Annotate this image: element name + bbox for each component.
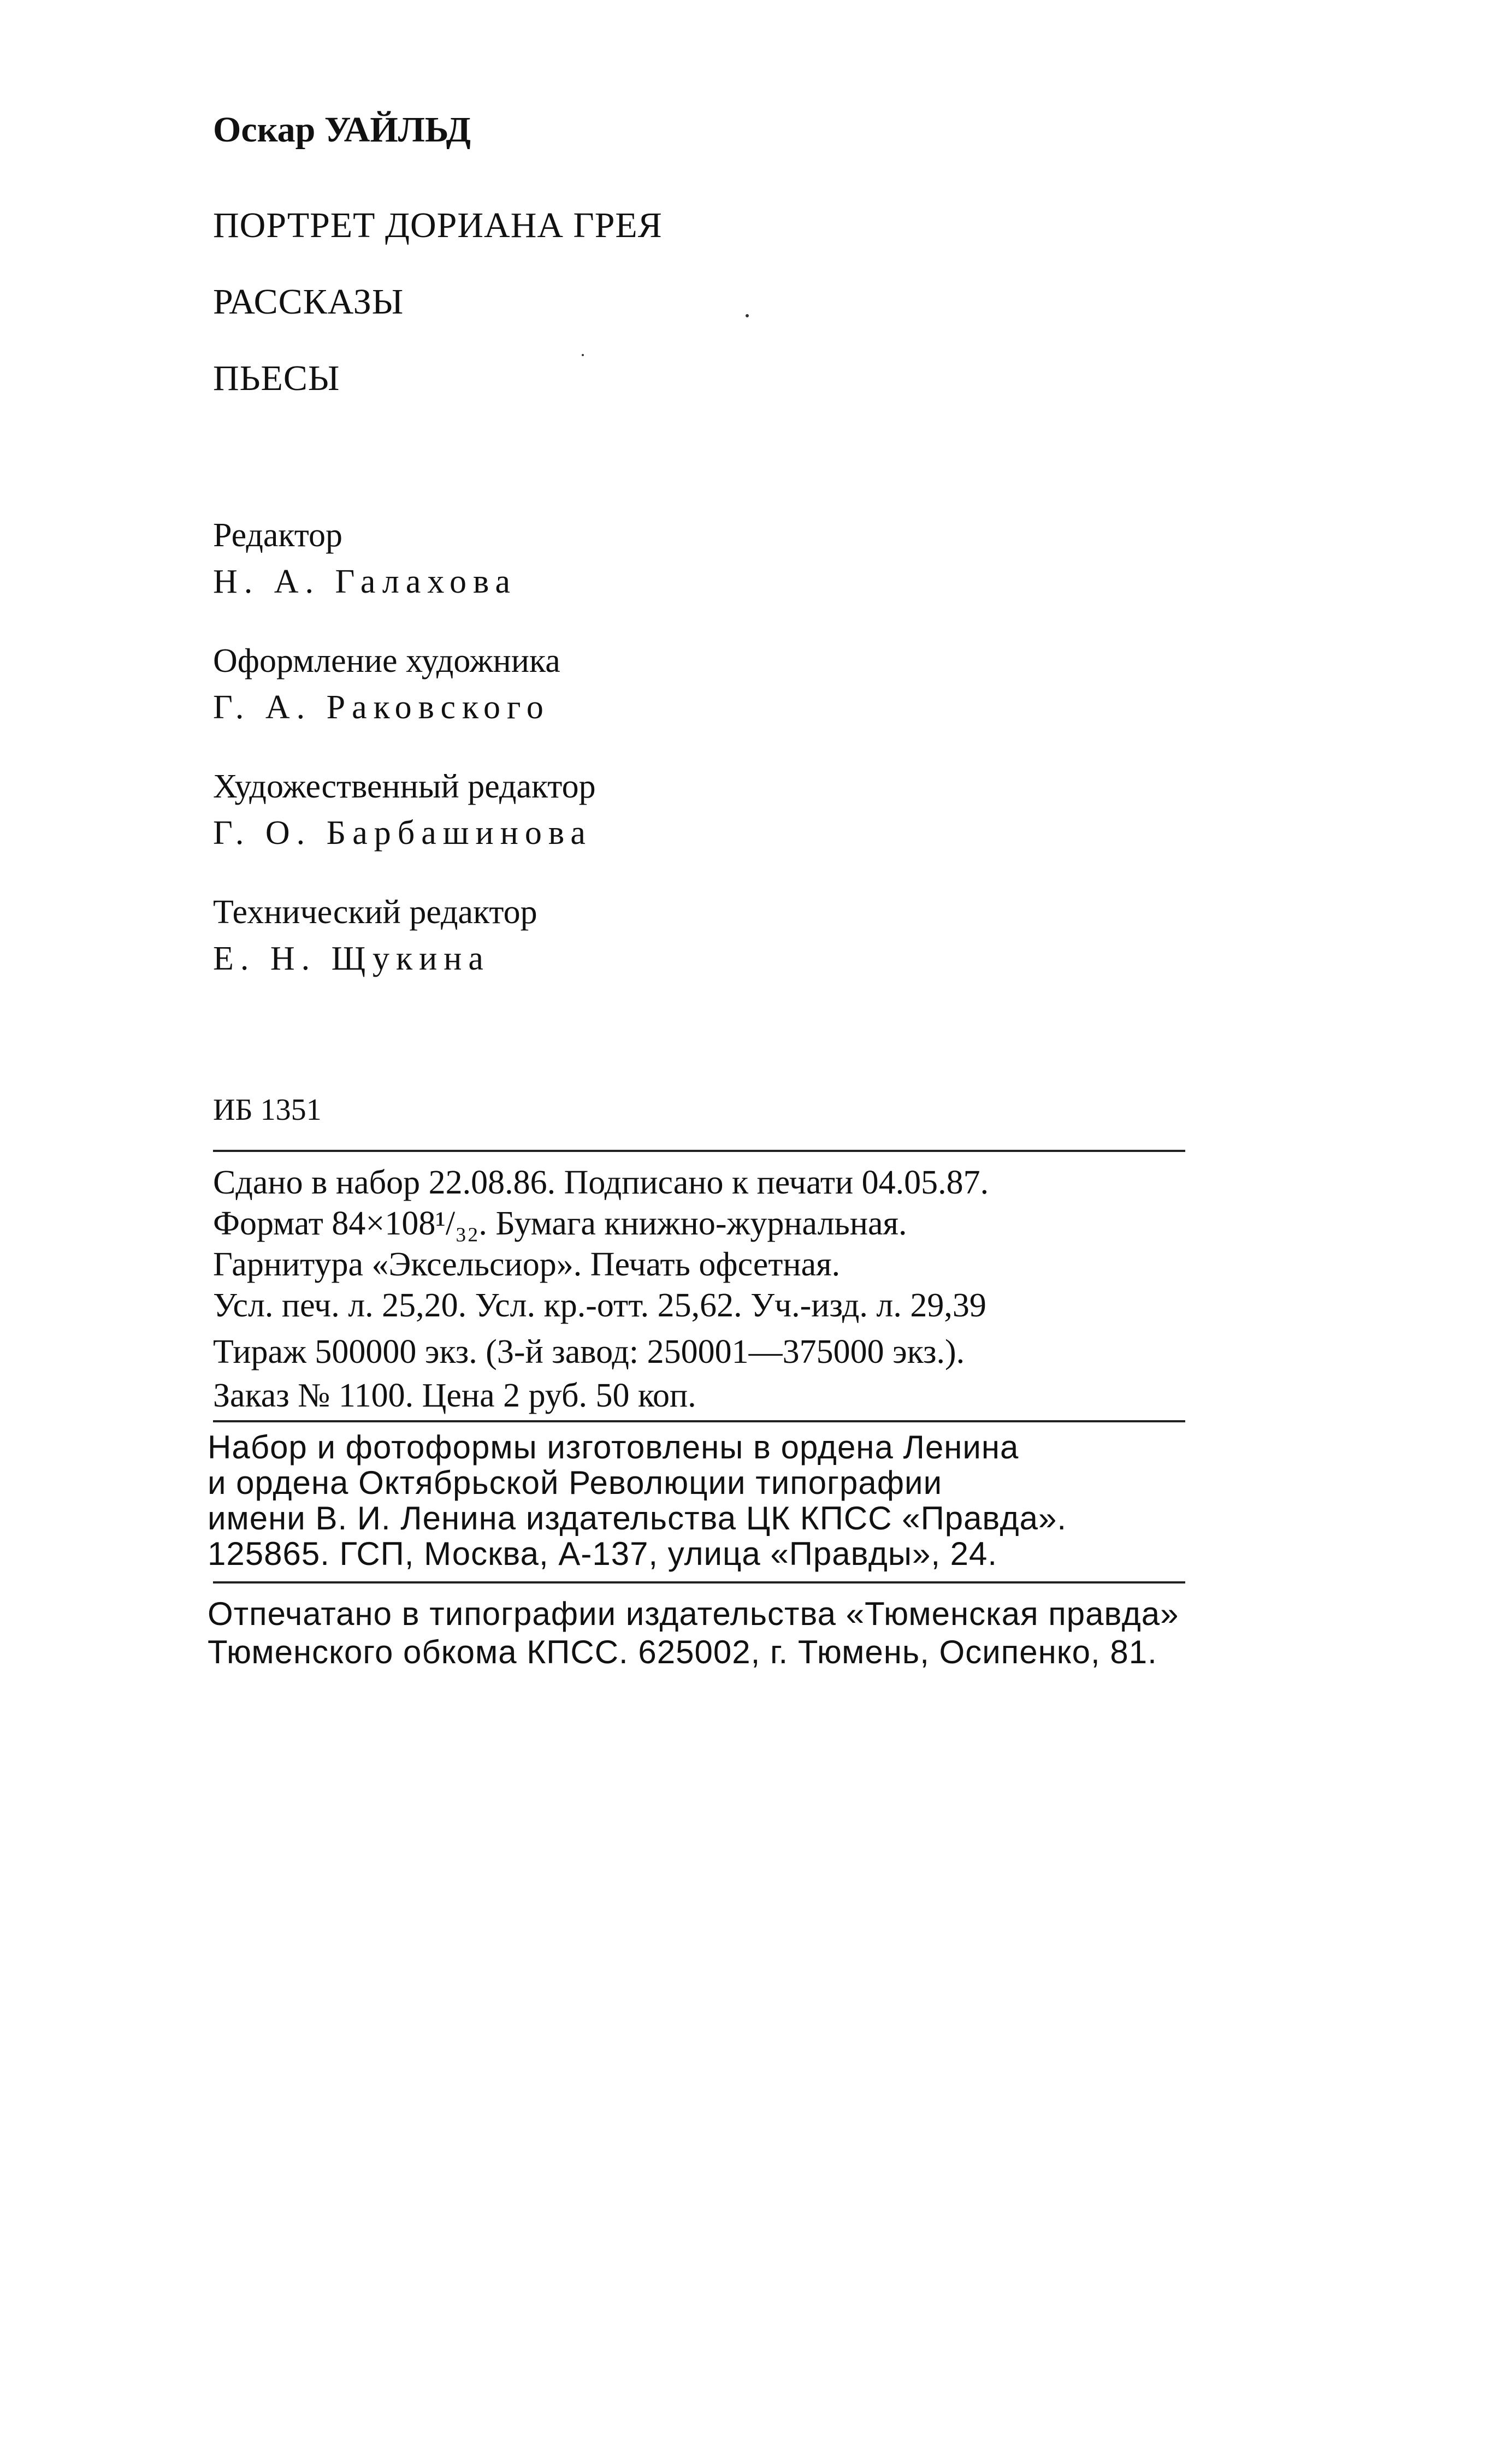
ib-number: ИБ 1351 — [213, 1093, 322, 1127]
spec-line-order-price: Заказ № 1100. Цена 2 руб. 50 коп. — [213, 1377, 696, 1414]
typesetting-line: и ордена Октябрьской Революции типографии — [208, 1464, 943, 1501]
divider-rule — [213, 1420, 1185, 1422]
typesetting-address: 125865. ГСП, Москва, А-137, улица «Правды», 24. — [208, 1535, 998, 1572]
work-title-plays: ПЬЕСЫ — [213, 358, 340, 398]
credit-name-tech-editor: Е. Н. Щукина — [213, 940, 490, 977]
credit-role-tech-editor: Технический редактор — [213, 894, 537, 931]
work-title-dorian-gray: ПОРТРЕТ ДОРИАНА ГРЕЯ — [213, 205, 663, 245]
typesetting-line: Набор и фотоформы изготовлены в ордена Ленина — [208, 1429, 1019, 1466]
credit-role-editor: Редактор — [213, 517, 343, 554]
spec-line-print-run: Тираж 500000 экз. (3-й завод: 250001—375000 экз.). — [213, 1333, 965, 1370]
spec-line-format-paper: Формат 84×108¹/₃₂. Бумага книжно-журнальная. — [213, 1205, 907, 1242]
printed-at-line: Отпечатано в типографии издательства «Тюменская правда» — [208, 1596, 1179, 1632]
author-name: Оскар УАЙЛЬД — [213, 110, 471, 150]
print-speck — [582, 354, 584, 356]
typesetting-line: имени В. И. Ленина издательства ЦК КПСС «Правда». — [208, 1500, 1067, 1537]
credit-name-designer: Г. А. Раковского — [213, 689, 550, 726]
work-title-stories: РАССКАЗЫ — [213, 282, 404, 322]
print-speck — [746, 314, 749, 317]
spec-line-typeface: Гарнитура «Эксельсиор». Печать офсетная. — [213, 1246, 841, 1283]
spec-line-typeset-dates: Сдано в набор 22.08.86. Подписано к печати 04.05.87. — [213, 1164, 989, 1201]
credit-role-designer: Оформление художника — [213, 642, 560, 679]
credit-name-art-editor: Г. О. Барбашинова — [213, 814, 592, 852]
divider-rule — [213, 1581, 1185, 1583]
divider-rule — [213, 1150, 1185, 1152]
credit-role-art-editor: Художественный редактор — [213, 768, 596, 805]
spec-line-sheets: Усл. печ. л. 25,20. Усл. кр.-отт. 25,62. Уч.-изд. л. 29,39 — [213, 1287, 986, 1324]
printed-at-address: Тюменского обкома КПСС. 625002, г. Тюмень, Осипенко, 81. — [208, 1634, 1157, 1670]
credit-name-editor: Н. А. Галахова — [213, 563, 517, 600]
